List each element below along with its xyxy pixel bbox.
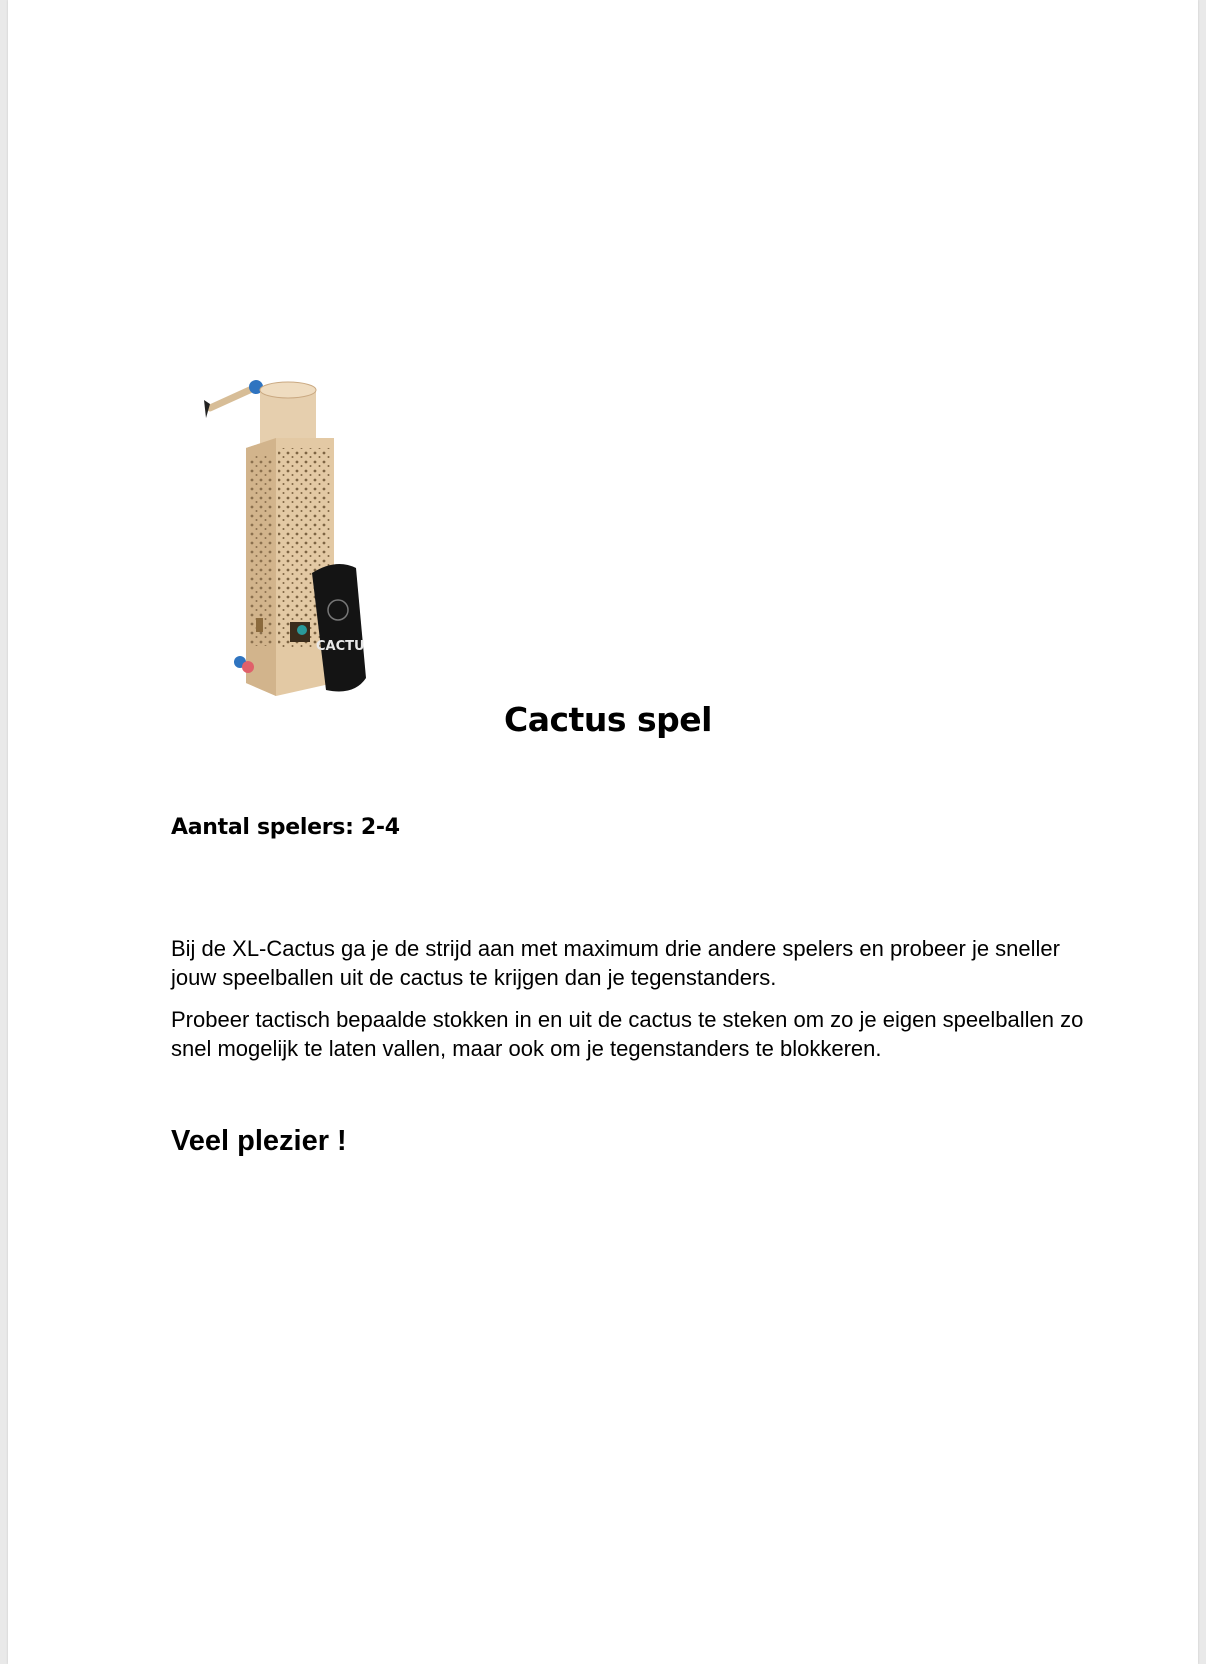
- page-title: Cactus spel: [504, 700, 712, 739]
- description-paragraph: Probeer tactisch bepaalde stokken in en uit de cactus te steken om zo je eigen speelballen zo snel mogelijk te laten vallen, maar ook om je tegenstanders te blokkeren.: [171, 1007, 1084, 1061]
- description-paragraph: Bij de XL-Cactus ga je de strijd aan met maximum drie andere spelers en probeer je sneller jouw speelballen uit de cactus te krijgen dan je tegenstanders.: [171, 936, 1060, 990]
- description: [171, 934, 1091, 1076]
- closing-text: Veel plezier !: [171, 1125, 347, 1157]
- cactus-game-photo: [204, 378, 404, 723]
- player-count: Aantal spelers: 2-4: [171, 815, 400, 840]
- bag-label: CACTU: [316, 639, 365, 654]
- stick-icon: [204, 380, 263, 418]
- document-page: [8, 0, 1198, 1664]
